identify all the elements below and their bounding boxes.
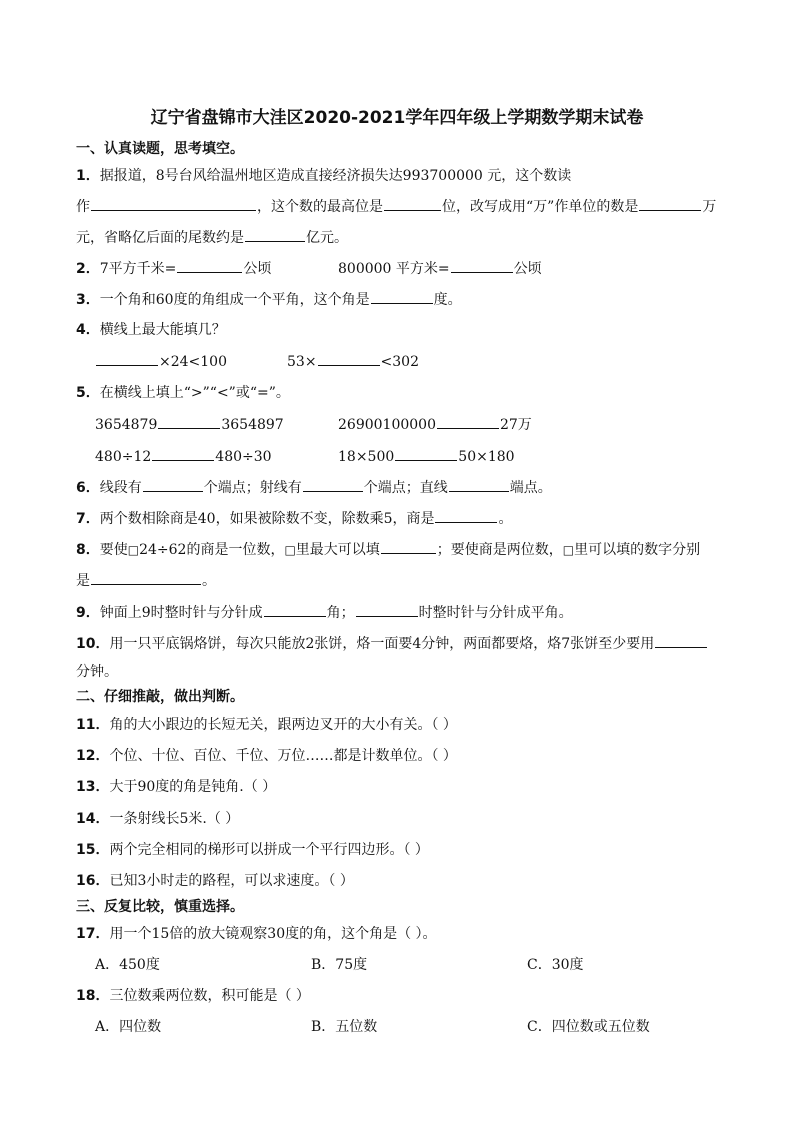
question-text: 在横线上填上“>”“<”或“=”。 (99, 385, 290, 401)
question-17 (76, 924, 437, 944)
question-text[interactable]: 两个完全相同的梯形可以拼成一个平行四边形。（ ） (109, 842, 429, 858)
judge-question-13 (76, 777, 276, 797)
answer-blank[interactable] (449, 477, 509, 492)
question-text: 横线上最大能填几？ (99, 322, 226, 338)
question-9 (76, 602, 573, 623)
question-2 (76, 258, 271, 279)
question-number: 14． (76, 811, 110, 827)
question-number: 15． (76, 842, 110, 858)
question-10-line-2: 分钟。 (76, 664, 118, 680)
judge-question-11 (76, 715, 457, 735)
answer-blank[interactable] (91, 570, 201, 585)
q17-option-c[interactable]: C．30度 (527, 957, 584, 973)
question-text: 里最大可以填 (295, 542, 380, 558)
expression-text: <302 (380, 354, 419, 370)
judge-question-12 (76, 746, 457, 766)
answer-blank[interactable] (245, 227, 305, 242)
question-text: 要使 (99, 542, 128, 558)
question-text[interactable]: 已知3小时走的路程，可以求速度。（ ） (109, 873, 354, 889)
question-5 (76, 383, 290, 403)
q17-option-b[interactable]: B．75度 (311, 957, 368, 973)
question-number: 13． (76, 779, 110, 795)
q17-option-a[interactable]: A．450度 (95, 957, 160, 973)
question-text: 时整时针与分针成平角。 (418, 605, 573, 621)
question-10-line-1 (76, 633, 708, 654)
question-5-row-1-left (95, 414, 284, 435)
question-1-line-3 (76, 227, 348, 248)
question-number: 17． (76, 926, 110, 942)
question-4 (76, 320, 226, 340)
expression-text: 480÷12 (95, 449, 152, 465)
answer-blank[interactable] (91, 196, 256, 211)
question-text: 里可以填的数字分别 (574, 542, 701, 558)
question-number: 12． (76, 748, 110, 764)
answer-blank[interactable] (264, 602, 326, 617)
question-text: 角； (326, 605, 355, 621)
question-text[interactable]: 大于90度的角是钝角.（ ） (109, 779, 277, 795)
question-number: 3． (76, 292, 100, 308)
question-text: 用一个15倍的放大镜观察30度的角，这个角是（ ）。 (109, 926, 437, 942)
question-text: 个端点；射线有 (203, 480, 302, 496)
answer-blank[interactable] (451, 258, 513, 273)
answer-blank[interactable] (356, 602, 418, 617)
question-text: 一个角和60度的角组成一个平角，这个角是 (99, 292, 370, 308)
question-text: ；要使商是两位数， (436, 542, 563, 558)
expression-text: 50×180 (458, 449, 515, 465)
question-text[interactable]: 角的大小跟边的长短无关，跟两边叉开的大小有关。（ ） (109, 717, 457, 733)
answer-blank[interactable] (437, 414, 499, 429)
question-5-row-1-right (338, 414, 532, 435)
expression-text: 3654879 (95, 417, 158, 433)
question-number: 8． (76, 542, 100, 558)
question-text: 公顷 (243, 261, 272, 277)
judge-question-16 (76, 871, 354, 891)
question-text[interactable]: 一条射线长5米.（ ） (109, 811, 240, 827)
section-2-heading: 二、仔细推敲，做出判断。 (76, 689, 244, 705)
question-1-line-1 (76, 166, 571, 186)
expression-text: 53× (287, 354, 317, 370)
answer-blank[interactable] (435, 508, 497, 523)
question-text: 亿元。 (306, 230, 348, 246)
question-text: 是 (76, 573, 90, 589)
question-1-line-2 (76, 196, 716, 217)
question-text: 。 (202, 573, 216, 589)
expression-text: 480÷30 (215, 449, 272, 465)
question-text: 度。 (433, 292, 462, 308)
question-text: 公顷 (513, 261, 542, 277)
question-text: 据报道，8号台风给温州地区造成直接经济损失达993700000 元，这个数读 (99, 168, 572, 184)
question-6 (76, 477, 552, 498)
question-4-expr-2 (287, 351, 419, 372)
question-8-line-2 (76, 570, 216, 591)
question-text: 24÷62的商是一位数， (139, 542, 285, 558)
page-title: 辽宁省盘锦市大洼区2020-2021学年四年级上学期数学期末试卷 (150, 108, 644, 128)
answer-blank[interactable] (143, 477, 203, 492)
answer-blank[interactable] (318, 351, 380, 366)
section-1-heading: 一、认真读题，思考填空。 (76, 141, 244, 157)
answer-blank[interactable] (381, 539, 436, 554)
question-5-row-2-left (95, 446, 272, 467)
question-text: ，这个数的最高位是 (257, 199, 383, 215)
answer-blank[interactable] (303, 477, 363, 492)
box-placeholder: □ (562, 543, 575, 557)
question-number: 11． (76, 717, 110, 733)
answer-blank[interactable] (177, 258, 242, 273)
expression-text: 26900100000 (338, 417, 436, 433)
expression-text: ×24<100 (159, 354, 227, 370)
judge-question-15 (76, 840, 429, 860)
answer-blank[interactable] (96, 351, 158, 366)
question-text: 元，省略亿后面的尾数约是 (76, 230, 244, 246)
question-text: 端点。 (509, 480, 552, 496)
question-text: 。 (498, 511, 513, 527)
question-text: 800000 平方米= (338, 261, 450, 277)
question-2-part-b (338, 258, 542, 279)
box-placeholder: □ (284, 543, 296, 557)
question-number: 5． (76, 385, 100, 401)
question-4-expr-1 (95, 351, 227, 372)
question-number: 18． (76, 988, 110, 1004)
question-text: 用一只平底锅烙饼，每次只能放2张饼，烙一面要4分钟，两面都要烙，烙7张饼至少要用 (109, 636, 655, 652)
question-18 (76, 986, 310, 1006)
answer-blank[interactable] (395, 446, 457, 461)
question-text: 三位数乘两位数，积可能是（ ） (109, 988, 310, 1004)
question-7 (76, 508, 512, 529)
question-text: 两个数相除商是40，如果被除数不变，除数乘5，商是 (99, 511, 435, 527)
answer-blank[interactable] (384, 196, 441, 211)
question-number: 2． (76, 261, 100, 277)
expression-text: 18×500 (338, 449, 395, 465)
answer-blank[interactable] (639, 196, 701, 211)
question-text: 个端点；直线 (363, 480, 448, 496)
answer-blank[interactable] (152, 446, 214, 461)
q18-option-b[interactable]: B．五位数 (311, 1019, 378, 1035)
question-number: 10． (76, 636, 110, 652)
box-placeholder: □ (127, 543, 140, 557)
expression-text: 3654897 (221, 417, 284, 433)
question-number: 6． (76, 480, 100, 496)
question-text: 万 (702, 199, 717, 215)
answer-blank[interactable] (655, 633, 707, 648)
judge-question-14 (76, 809, 239, 829)
question-text: 7平方千米= (99, 261, 177, 277)
answer-blank[interactable] (371, 289, 433, 304)
question-5-row-2-right (338, 446, 515, 467)
question-number: 7． (76, 511, 100, 527)
question-number: 16． (76, 873, 110, 889)
question-text: 位，改写成用“万”作单位的数是 (442, 199, 639, 215)
question-text: 作 (76, 199, 90, 215)
question-number: 9． (76, 605, 100, 621)
question-text[interactable]: 个位、十位、百位、千位、万位……都是计数单位。（ ） (109, 748, 457, 764)
answer-blank[interactable] (158, 414, 220, 429)
section-3-heading: 三、反复比较，慎重选择。 (76, 899, 244, 915)
q18-option-a[interactable]: A．四位数 (95, 1019, 162, 1035)
question-number: 1． (76, 168, 100, 184)
question-8-line-1 (76, 539, 700, 560)
q18-option-c[interactable]: C．四位数或五位数 (527, 1019, 650, 1035)
question-number: 4． (76, 322, 100, 338)
question-3 (76, 289, 462, 310)
expression-text: 27万 (499, 417, 532, 433)
question-text: 钟面上9时整时针与分针成 (99, 605, 263, 621)
question-text: 线段有 (99, 480, 142, 496)
